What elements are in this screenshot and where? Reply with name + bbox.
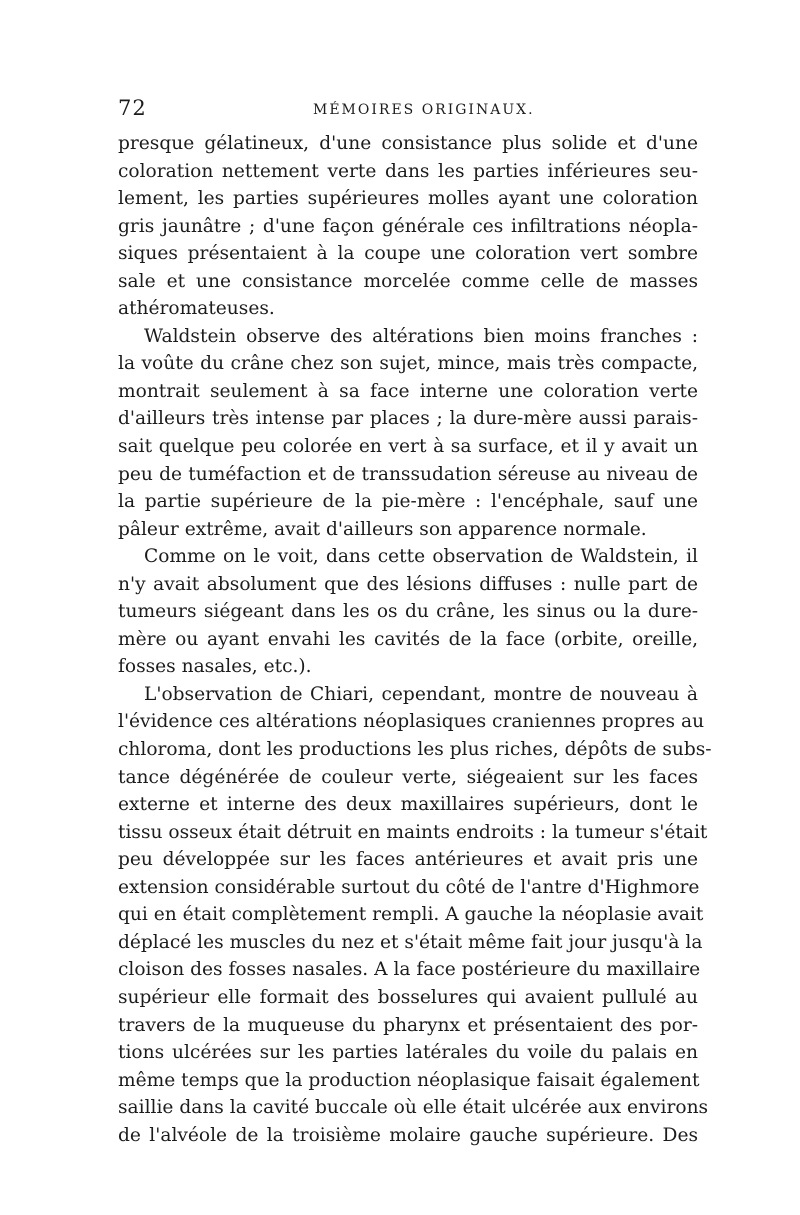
text-line: externe et interne des deux maxillaires supérieurs, dont le [118,794,698,816]
text-line: montrait seulement à sa face interne une coloration verte [118,380,698,402]
text-line: peu développée sur les faces antérieures et avait pris une [118,849,698,871]
text-line: l'évidence ces altérations néoplasiques craniennes propres au [118,711,705,733]
text-line: peu de tuméfaction et de transsudation séreuse au niveau de [118,463,698,485]
text-line: d'ailleurs très intense par places ; la dure-mère aussi parais- [118,408,698,430]
text-line: de l'alvéole de la troisième molaire gauche supérieure. Des [118,1124,698,1146]
text-line: fosses nasales, etc.). [118,656,312,678]
text-line: mère ou ayant envahi les cavités de la face (orbite, oreille, [118,628,698,650]
text-line: chloroma, dont les productions les plus riches, dépôts de subs- [118,739,712,761]
text-line: n'y avait absolument que des lésions diffuses : nulle part de [118,573,698,595]
page-number: 72 [118,96,147,120]
text-line: la voûte du crâne chez son sujet, mince, mais très compacte, [118,353,698,375]
paragraph [118,130,698,323]
text-line: saillie dans la cavité buccale où elle était ulcérée aux environs [118,1097,709,1119]
text-line: la partie supérieure de la pie-mère : l'encéphale, sauf une [118,491,698,513]
running-head [118,96,698,124]
text-line: extension considérable surtout du côté de l'antre d'Highmore [118,876,700,898]
text-line: travers de la muqueuse du pharynx et présentaient des por- [118,1014,698,1036]
text-line: lement, les parties supérieures molles ayant une coloration [118,188,698,210]
text-line: sait quelque peu colorée en vert à sa surface, et il y avait un [118,436,698,458]
paragraph [118,543,698,681]
text-line: sale et une consistance morcelée comme celle de masses [118,270,698,292]
text-line: L'observation de Chiari, cependant, montre de nouveau à [144,683,698,705]
text-line: pâleur extrême, avait d'ailleurs son apparence normale. [118,518,647,540]
text-line: gris jaunâtre ; d'une façon générale ces infiltrations néopla- [118,215,698,237]
body-text [118,130,712,1149]
running-title: MÉMOIRES ORIGINAUX. [313,102,535,118]
text-line: Waldstein observe des altérations bien moins franches : [144,325,698,347]
text-line: tance dégénérée de couleur verte, siégeaient sur les faces [118,766,698,788]
text-line: tumeurs siégeant dans les os du crâne, les sinus ou la dure- [118,601,698,623]
paragraph [118,681,712,1149]
text-line: siques présentaient à la coupe une coloration vert sombre [118,243,698,265]
text-line: même temps que la production néoplasique faisait également [118,1069,700,1091]
text-line: tions ulcérées sur les parties latérales du voile du palais en [118,1042,698,1064]
text-line: presque gélatineux, d'une consistance plus solide et d'une [118,133,698,154]
text-line: cloison des fosses nasales. A la face postérieure du maxillaire [118,959,701,981]
paragraph [118,323,698,543]
text-line: déplacé les muscles du nez et s'était même fait jour jusqu'à la [118,931,703,953]
text-line: Comme on le voit, dans cette observation de Waldstein, il [144,546,698,568]
text-line: coloration nettement verte dans les parties inférieures seu- [118,160,698,182]
text-line: tissu osseux était détruit en maints endroits : la tumeur s'était [118,821,708,843]
text-line: qui en était complètement rempli. A gauche la néoplasie avait [118,904,704,926]
text-line: supérieur elle formait des bosselures qui avaient pullulé au [118,986,698,1008]
text-line: athéromateuses. [118,298,275,320]
